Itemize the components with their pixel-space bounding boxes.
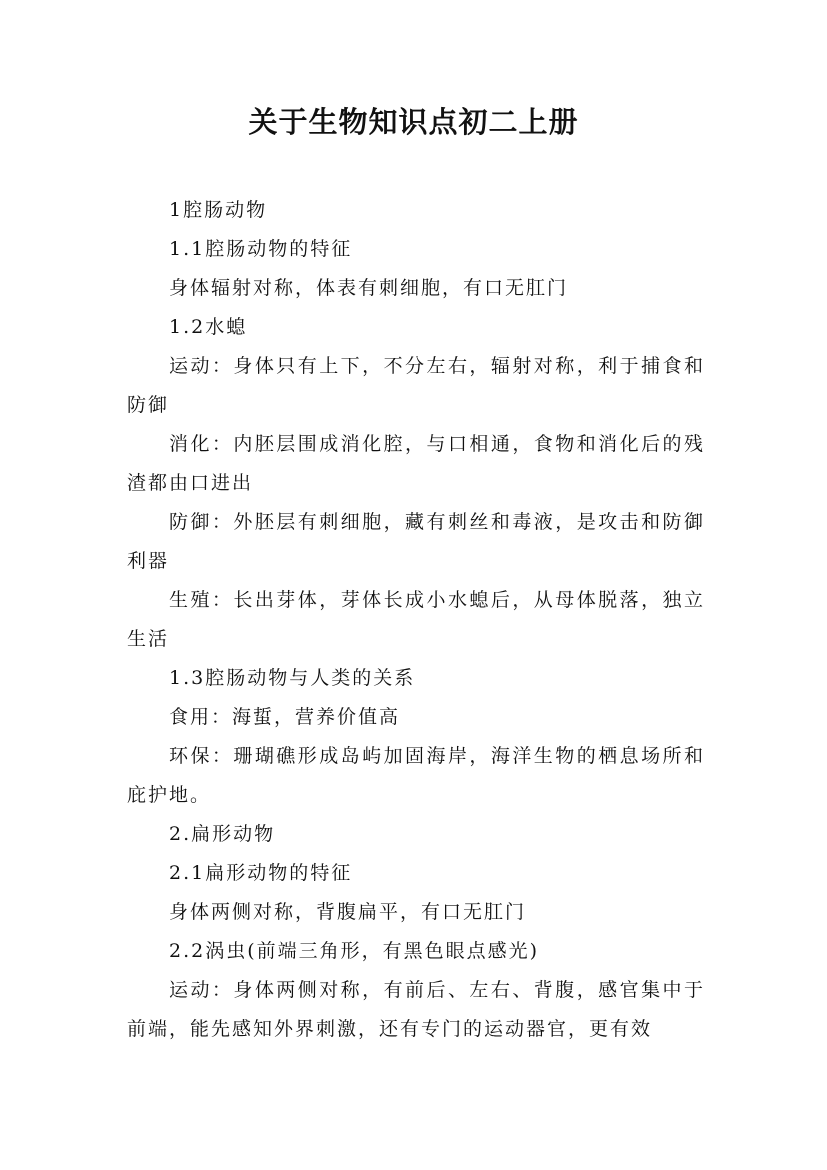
paragraph-coelenterate-features: 身体辐射对称，体表有刺细胞，有口无肛门 (169, 277, 569, 299)
paragraph-section-1-heading: 1腔肠动物 (169, 199, 268, 221)
paragraph-hydra-defense: 防御：外胚层有刺细胞，藏有刺丝和毒液，是攻击和防御利器 (127, 511, 705, 572)
paragraph-edible-use: 食用：海蜇，营养价值高 (169, 706, 401, 728)
paragraph-hydra-reproduction: 生殖：长出芽体，芽体长成小水螅后，从母体脱落，独立生活 (127, 589, 705, 650)
paragraph-section-1-1-heading: 1.1腔肠动物的特征 (169, 238, 353, 260)
paragraph-flatworm-features: 身体两侧对称，背腹扁平，有口无肛门 (169, 901, 527, 923)
paragraph-hydra-movement: 运动：身体只有上下，不分左右，辐射对称，利于捕食和防御 (127, 355, 705, 416)
paragraph-planarian-movement: 运动：身体两侧对称，有前后、左右、背腹，感官集中于前端，能先感知外界刺激，还有专门的运动器官，更有效 (127, 979, 705, 1040)
paragraph-section-1-3-heading: 1.3腔肠动物与人类的关系 (169, 667, 416, 689)
paragraph-environmental-use: 环保：珊瑚礁形成岛屿加固海岸，海洋生物的栖息场所和庇护地。 (127, 745, 705, 806)
paragraph-hydra-digestion: 消化：内胚层围成消化腔，与口相通，食物和消化后的残渣都由口进出 (127, 433, 705, 494)
paragraph-section-2-heading: 2.扁形动物 (169, 823, 276, 845)
paragraph-section-2-2-heading: 2.2涡虫(前端三角形，有黑色眼点感光) (169, 940, 540, 962)
document-title: 关于生物知识点初二上册 (248, 105, 579, 139)
paragraph-section-2-1-heading: 2.1扁形动物的特征 (169, 862, 353, 884)
paragraph-section-1-2-heading: 1.2水螅 (169, 316, 248, 338)
document-body (127, 191, 705, 1049)
